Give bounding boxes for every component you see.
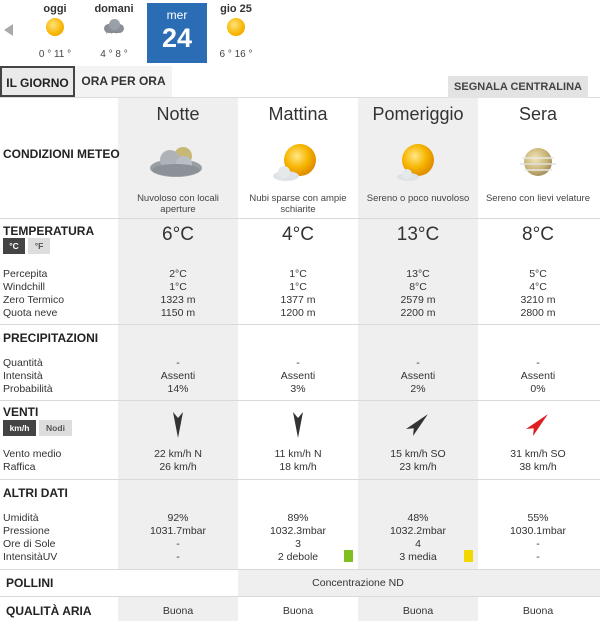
label-snow-level: Quota neve	[3, 307, 58, 319]
uv-value: 2 debole	[277, 551, 319, 563]
period-title: Pomeriggio	[372, 104, 464, 124]
snow-level-value: 1150 m	[160, 307, 196, 319]
label-pressure: Pressione	[3, 525, 50, 537]
fahrenheit-toggle[interactable]: °F	[28, 238, 50, 254]
sun-icon	[46, 18, 64, 36]
cloudy-moon-icon	[118, 140, 238, 188]
wind-value: 22 km/h N	[154, 448, 202, 460]
perceived-value: 5°C	[529, 268, 547, 280]
condition-description: Nubi sparse con ampie schiarite	[249, 193, 347, 215]
gust-value: 26 km/h	[159, 461, 197, 473]
report-station-button[interactable]: SEGNALA CENTRALINA	[448, 76, 588, 98]
tab-day[interactable]: IL GIORNO	[0, 66, 75, 97]
snow-level-value: 2800 m	[520, 307, 556, 319]
selected-day-name: mer	[166, 8, 188, 22]
quantity-value: -	[416, 357, 420, 369]
probability-value: 14%	[167, 383, 189, 395]
section-wind: VENTI	[3, 405, 39, 419]
sun-hours-value: 3	[295, 538, 301, 550]
label-perceived: Percepita	[3, 268, 48, 280]
label-gust: Raffica	[3, 461, 36, 473]
kmh-toggle[interactable]: km/h	[3, 420, 36, 436]
wind-value: 15 km/h SO	[390, 448, 446, 460]
period-title: Sera	[518, 104, 558, 124]
day-name: gio 25	[220, 3, 252, 15]
day-selector	[0, 0, 600, 64]
uv-value: 3 media	[399, 551, 437, 563]
wind-direction-arrow-icon	[478, 406, 598, 442]
divider	[0, 479, 600, 480]
day-temps: 4 ° 8 °	[100, 49, 128, 60]
day-today[interactable]	[25, 0, 85, 64]
quantity-value: -	[536, 357, 540, 369]
quantity-value: -	[176, 357, 180, 369]
day-selected[interactable]	[147, 3, 207, 63]
air-quality-value: Buona	[522, 605, 554, 617]
zero-thermal-value: 3210 m	[520, 294, 556, 306]
gust-value: 18 km/h	[279, 461, 317, 473]
sun-cloud-icon	[238, 140, 358, 188]
humidity-value: 55%	[527, 512, 549, 524]
wind-direction-arrow-icon	[358, 406, 478, 442]
knots-toggle[interactable]: Nodi	[39, 420, 72, 436]
section-precipitation: PRECIPITAZIONI	[3, 331, 99, 345]
humidity-value: 89%	[287, 512, 309, 524]
pressure-value: 1030.1mbar	[509, 525, 567, 537]
label-quantity: Quantità	[3, 357, 43, 369]
section-air-quality: QUALITÀ ARIA	[6, 604, 92, 618]
section-other-data: ALTRI DATI	[3, 486, 68, 500]
label-intensity: Intensità	[3, 370, 43, 382]
previous-day-arrow-icon[interactable]	[4, 24, 13, 36]
perceived-value: 13°C	[406, 268, 430, 280]
divider	[0, 400, 600, 401]
pressure-value: 1032.2mbar	[389, 525, 447, 537]
humidity-value: 92%	[167, 512, 189, 524]
air-quality-value: Buona	[162, 605, 194, 617]
wind-value: 11 km/h N	[274, 448, 322, 460]
sun-cloud-icon	[358, 140, 478, 188]
day-name: domani	[94, 3, 134, 15]
pressure-value: 1032.3mbar	[269, 525, 327, 537]
air-quality-value: Buona	[402, 605, 434, 617]
period-title: Mattina	[268, 104, 328, 124]
condition-description: Nuvoloso con locali aperture	[137, 193, 219, 215]
celsius-toggle[interactable]: °C	[3, 238, 25, 254]
period-temperature: 8°C	[522, 224, 554, 245]
windchill-value: 4°C	[529, 281, 547, 293]
uv-level-indicator	[464, 550, 473, 562]
label-probability: Probabilità	[3, 383, 53, 395]
day-name: oggi	[43, 3, 67, 15]
divider	[0, 218, 600, 219]
intensity-value: Assenti	[280, 370, 316, 382]
label-uv: IntensitàUV	[3, 551, 58, 563]
probability-value: 0%	[530, 383, 546, 395]
windchill-value: 1°C	[169, 281, 187, 293]
zero-thermal-value: 2579 m	[400, 294, 436, 306]
probability-value: 3%	[290, 383, 306, 395]
label-humidity: Umidità	[3, 512, 39, 524]
label-wind-average: Vento medio	[3, 448, 62, 460]
label-sun-hours: Ore di Sole	[3, 538, 56, 550]
humidity-value: 48%	[407, 512, 429, 524]
label-windchill: Windchill	[3, 281, 46, 293]
probability-value: 2%	[410, 383, 426, 395]
gust-value: 23 km/h	[399, 461, 437, 473]
sun-hours-value: -	[176, 538, 180, 550]
condition-description: Sereno con lievi velature	[485, 193, 591, 204]
windchill-value: 1°C	[289, 281, 307, 293]
condition-description: Sereno o poco nuvoloso	[366, 193, 470, 204]
uv-value: -	[536, 551, 540, 563]
period-temperature: 6°C	[162, 224, 194, 245]
day-temps: 6 ° 16 °	[219, 49, 253, 60]
selected-day-number: 24	[161, 23, 193, 53]
zero-thermal-value: 1323 m	[160, 294, 196, 306]
sun-hours-value: -	[536, 538, 540, 550]
uv-value: -	[176, 551, 180, 563]
intensity-value: Assenti	[400, 370, 436, 382]
intensity-value: Assenti	[160, 370, 196, 382]
wind-value: 31 km/h SO	[510, 448, 566, 460]
air-quality-value: Buona	[282, 605, 314, 617]
section-conditions: CONDIZIONI METEO	[3, 147, 120, 161]
snow-level-value: 2200 m	[400, 307, 436, 319]
sun-icon	[227, 18, 245, 36]
perceived-value: 2°C	[169, 268, 187, 280]
period-temperature: 4°C	[282, 224, 314, 245]
day-tomorrow[interactable]	[84, 0, 144, 64]
veiled-moon-icon	[478, 140, 598, 188]
section-temperature: TEMPERATURA	[3, 224, 95, 238]
intensity-value: Assenti	[520, 370, 556, 382]
divider	[0, 324, 600, 325]
uv-level-indicator	[344, 550, 353, 562]
wind-direction-arrow-icon	[238, 406, 358, 442]
period-temperature: 13°C	[396, 224, 440, 245]
windchill-value: 8°C	[409, 281, 427, 293]
divider	[0, 596, 600, 597]
day-thursday[interactable]	[206, 0, 266, 64]
label-zero-thermal: Zero Termico	[3, 294, 65, 306]
rain-cloud-icon: ' ' '	[102, 18, 126, 36]
day-temps: 0 ° 11 °	[38, 49, 72, 60]
quantity-value: -	[296, 357, 300, 369]
pollen-value: Concentrazione ND	[312, 577, 404, 589]
wind-direction-arrow-icon	[118, 406, 238, 442]
tab-hourly[interactable]: ORA PER ORA	[75, 66, 172, 97]
snow-level-value: 1200 m	[280, 307, 316, 319]
zero-thermal-value: 1377 m	[280, 294, 316, 306]
gust-value: 38 km/h	[519, 461, 557, 473]
perceived-value: 1°C	[289, 268, 307, 280]
sun-hours-value: 4	[415, 538, 421, 550]
pressure-value: 1031.7mbar	[149, 525, 207, 537]
section-pollen: POLLINI	[6, 576, 54, 590]
period-title: Notte	[156, 104, 200, 124]
